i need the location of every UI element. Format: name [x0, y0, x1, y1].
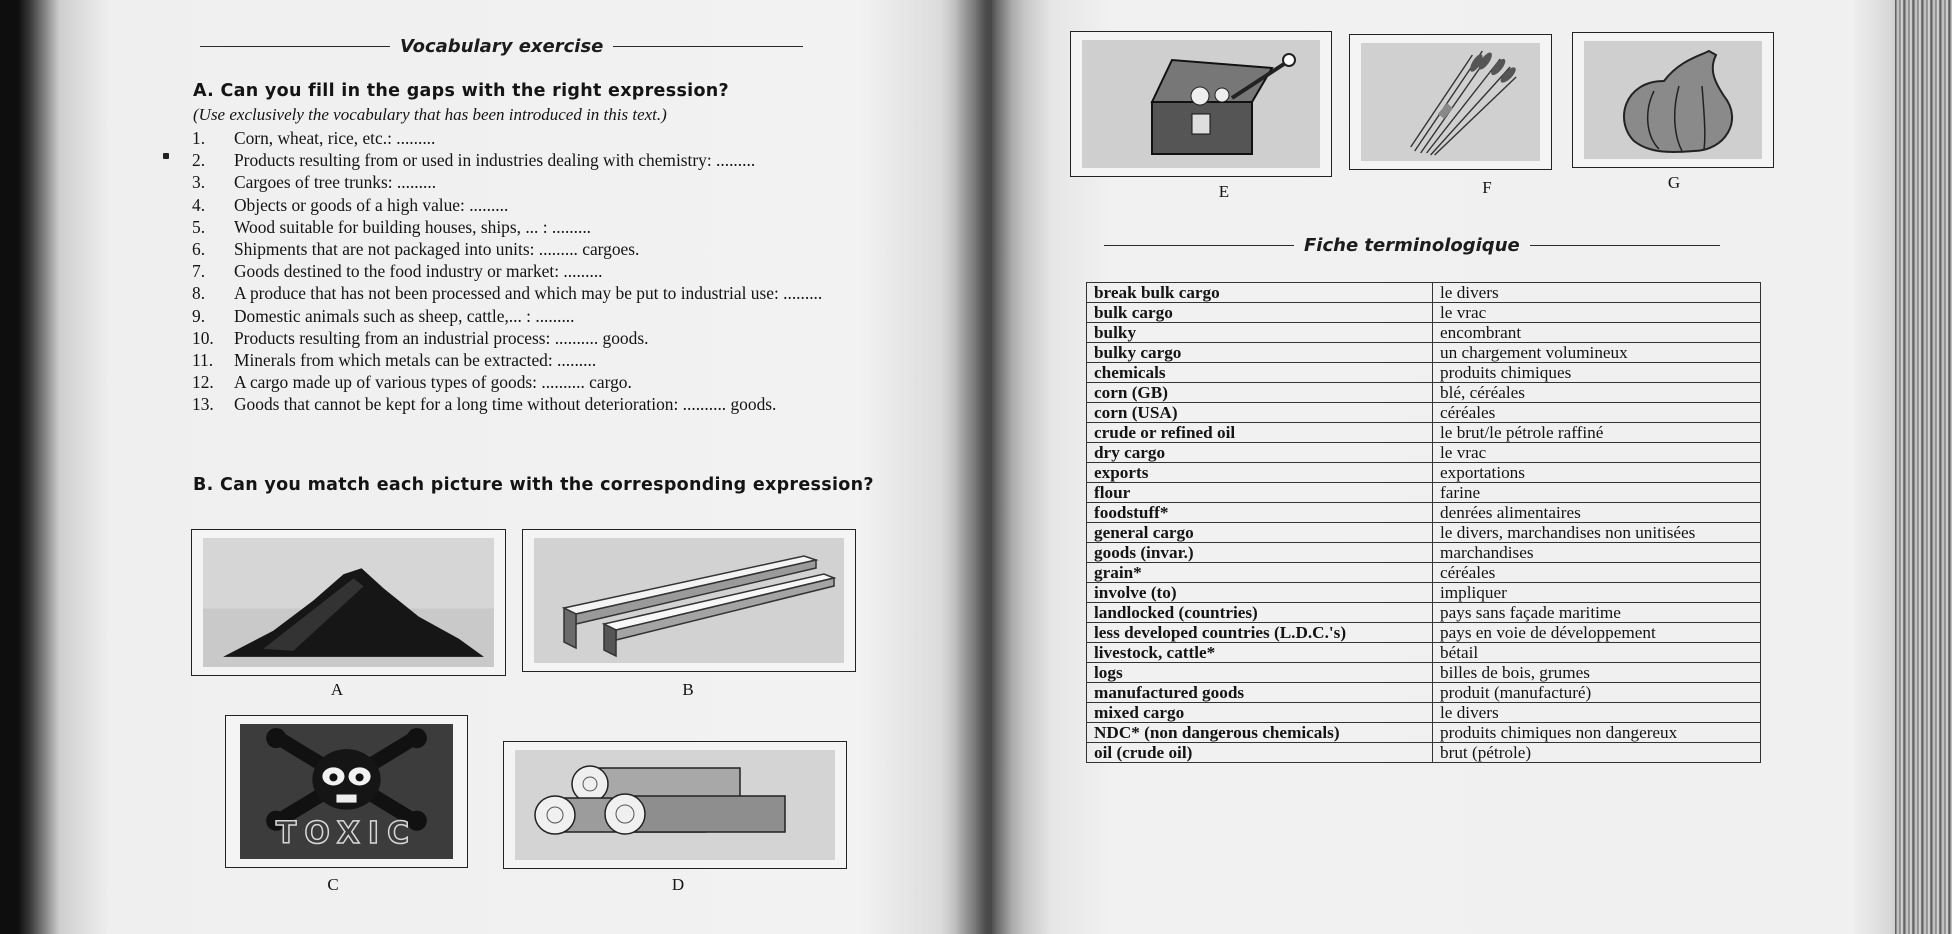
french-translation: un chargement volumineux — [1433, 343, 1761, 363]
english-term: crude or refined oil — [1087, 423, 1433, 443]
picture-d-frame — [503, 741, 847, 869]
table-row — [1087, 563, 1761, 583]
question-item — [192, 260, 876, 282]
picture-c-letter: C — [327, 875, 339, 894]
margin-mark — [163, 153, 169, 159]
english-term: bulky cargo — [1087, 343, 1433, 363]
question-item — [192, 238, 876, 260]
question-number: 7. — [192, 261, 206, 282]
english-term: oil (crude oil) — [1087, 743, 1433, 763]
terminology-table-body — [1087, 283, 1761, 763]
question-item — [192, 149, 876, 171]
question-number: 1. — [192, 128, 206, 148]
question-number: 13. — [192, 394, 214, 415]
question-text: Minerals from which metals can be extracted: ......... — [234, 350, 597, 371]
question-text: Wood suitable for building houses, ships, ... : ......... — [234, 216, 592, 237]
french-translation: farine — [1433, 483, 1761, 503]
question-item — [192, 171, 876, 193]
table-row — [1087, 383, 1761, 403]
question-item — [192, 327, 876, 349]
french-translation: céréales — [1433, 563, 1761, 583]
table-row — [1087, 663, 1761, 683]
french-translation: le divers — [1433, 283, 1761, 303]
question-number: 9. — [192, 305, 206, 326]
english-term: general cargo — [1087, 523, 1433, 543]
french-translation: denrées alimentaires — [1433, 503, 1761, 523]
english-term: goods (invar.) — [1087, 543, 1433, 563]
english-term: foodstuff* — [1087, 503, 1433, 523]
question-text: Shipments that are not packaged into units: ......... cargoes. — [234, 239, 640, 260]
right-page — [992, 0, 1908, 934]
french-translation: blé, céréales — [1433, 383, 1761, 403]
question-item — [192, 282, 876, 304]
title-rule-right — [1530, 245, 1720, 246]
english-term: landlocked (countries) — [1087, 603, 1433, 623]
french-translation: impliquer — [1433, 583, 1761, 603]
english-term: chemicals — [1087, 363, 1433, 383]
english-term: logs — [1087, 663, 1433, 683]
part-a-heading: A. Can you fill in the gaps with the right expression? — [193, 81, 729, 101]
french-translation: le divers — [1433, 703, 1761, 723]
table-row — [1087, 283, 1761, 303]
toxic-skull-illustration — [240, 724, 453, 859]
question-number: 6. — [192, 239, 206, 260]
question-text: Objects or goods of a high value: ......... — [234, 194, 509, 215]
table-row — [1087, 543, 1761, 563]
toxic-sign-text: TOXIC — [275, 816, 418, 851]
question-text: A cargo made up of various types of goods: .......... cargo. — [234, 372, 632, 393]
french-translation: céréales — [1433, 403, 1761, 423]
table-row — [1087, 303, 1761, 323]
table-row — [1087, 743, 1761, 763]
treasure-chest-illustration — [1082, 40, 1320, 168]
section-title-text: Fiche terminologique — [1304, 235, 1520, 256]
table-row — [1087, 483, 1761, 503]
picture-b-letter: B — [682, 680, 694, 699]
picture-g-frame — [1572, 32, 1774, 168]
question-text: Domestic animals such as sheep, cattle,... : ......... — [234, 305, 575, 326]
question-number: 10. — [192, 327, 214, 348]
english-term: involve (to) — [1087, 583, 1433, 603]
table-row — [1087, 603, 1761, 623]
question-number: 5. — [192, 216, 206, 237]
question-item — [192, 349, 876, 371]
question-text: Goods that cannot be kept for a long time without deterioration: .......... goods. — [234, 394, 777, 415]
table-row — [1087, 403, 1761, 423]
picture-f-frame — [1349, 34, 1552, 170]
question-text: A produce that has not been processed and which may be put to industrial use: ......... — [234, 283, 823, 304]
picture-a-letter: A — [330, 680, 344, 699]
question-item — [192, 194, 876, 216]
french-translation: le brut/le pétrole raffiné — [1433, 423, 1761, 443]
squash-illustration — [1584, 41, 1762, 159]
table-row — [1087, 723, 1761, 743]
french-translation: produits chimiques non dangereux — [1433, 723, 1761, 743]
book-gutter-shadow — [955, 0, 1025, 934]
french-translation: marchandises — [1433, 543, 1761, 563]
question-text: Corn, wheat, rice, etc.: ......... — [234, 128, 436, 148]
english-term: flour — [1087, 483, 1433, 503]
picture-a-frame — [191, 529, 506, 676]
english-term: break bulk cargo — [1087, 283, 1433, 303]
french-translation: billes de bois, grumes — [1433, 663, 1761, 683]
english-term: corn (GB) — [1087, 383, 1433, 403]
table-row — [1087, 323, 1761, 343]
french-translation: produits chimiques — [1433, 363, 1761, 383]
french-translation: le vrac — [1433, 303, 1761, 323]
vocabulary-exercise-title — [200, 36, 803, 57]
table-row — [1087, 703, 1761, 723]
english-term: corn (USA) — [1087, 403, 1433, 423]
title-rule-left — [200, 46, 390, 47]
english-term: manufactured goods — [1087, 683, 1433, 703]
table-row — [1087, 423, 1761, 443]
question-item — [192, 393, 876, 415]
english-term: livestock, cattle* — [1087, 643, 1433, 663]
steel-girders-illustration — [534, 538, 844, 663]
question-text: Products resulting from or used in industries dealing with chemistry: ......... — [234, 150, 756, 171]
question-number: 8. — [192, 283, 206, 304]
question-number: 12. — [192, 372, 214, 393]
table-row — [1087, 583, 1761, 603]
table-row — [1087, 643, 1761, 663]
question-item — [192, 305, 876, 327]
section-title-text: Vocabulary exercise — [400, 36, 604, 57]
fiche-terminologique-title — [1104, 235, 1720, 256]
french-translation: bétail — [1433, 643, 1761, 663]
ore-heap-illustration — [203, 538, 494, 667]
logs-illustration — [515, 750, 835, 860]
question-item — [192, 127, 876, 149]
wheat-sheaf-illustration — [1361, 43, 1540, 161]
english-term: exports — [1087, 463, 1433, 483]
table-row — [1087, 503, 1761, 523]
question-list — [192, 127, 876, 416]
table-row — [1087, 463, 1761, 483]
question-text: Products resulting from an industrial process: .......... goods. — [234, 327, 649, 348]
title-rule-right — [613, 46, 803, 47]
french-translation: pays en voie de développement — [1433, 623, 1761, 643]
french-translation: produit (manufacturé) — [1433, 683, 1761, 703]
question-number: 11. — [192, 350, 214, 371]
table-row — [1087, 443, 1761, 463]
english-term: NDC* (non dangerous chemicals) — [1087, 723, 1433, 743]
picture-f-letter: F — [1482, 178, 1492, 197]
table-row — [1087, 343, 1761, 363]
part-b-heading: B. Can you match each picture with the corresponding expression? — [193, 475, 874, 495]
picture-c-frame — [225, 715, 468, 868]
english-term: bulk cargo — [1087, 303, 1433, 323]
question-item — [192, 216, 876, 238]
question-text: Goods destined to the food industry or market: ......... — [234, 261, 603, 282]
question-number: 2. — [192, 150, 206, 171]
terminology-table — [1086, 282, 1761, 763]
picture-e-frame — [1070, 31, 1332, 177]
english-term: dry cargo — [1087, 443, 1433, 463]
table-row — [1087, 363, 1761, 383]
title-rule-left — [1104, 245, 1294, 246]
french-translation: encombrant — [1433, 323, 1761, 343]
question-item — [192, 371, 876, 393]
table-row — [1087, 523, 1761, 543]
picture-e-letter: E — [1218, 182, 1230, 201]
french-translation: pays sans façade maritime — [1433, 603, 1761, 623]
part-a-instruction: (Use exclusively the vocabulary that has been introduced in this text.) — [193, 105, 667, 124]
english-term: grain* — [1087, 563, 1433, 583]
question-text: Cargoes of tree trunks: ......... — [234, 172, 437, 193]
english-term: less developed countries (L.D.C.'s) — [1087, 623, 1433, 643]
table-row — [1087, 623, 1761, 643]
question-number: 4. — [192, 194, 206, 215]
french-translation: exportations — [1433, 463, 1761, 483]
english-term: bulky — [1087, 323, 1433, 343]
french-translation: le vrac — [1433, 443, 1761, 463]
picture-b-frame — [522, 529, 856, 672]
english-term: mixed cargo — [1087, 703, 1433, 723]
book-page-edges — [1895, 0, 1952, 934]
picture-g-letter: G — [1667, 173, 1681, 192]
french-translation: le divers, marchandises non unitisées — [1433, 523, 1761, 543]
question-number: 3. — [192, 172, 206, 193]
french-translation: brut (pétrole) — [1433, 743, 1761, 763]
picture-d-letter: D — [671, 875, 685, 894]
table-row — [1087, 683, 1761, 703]
